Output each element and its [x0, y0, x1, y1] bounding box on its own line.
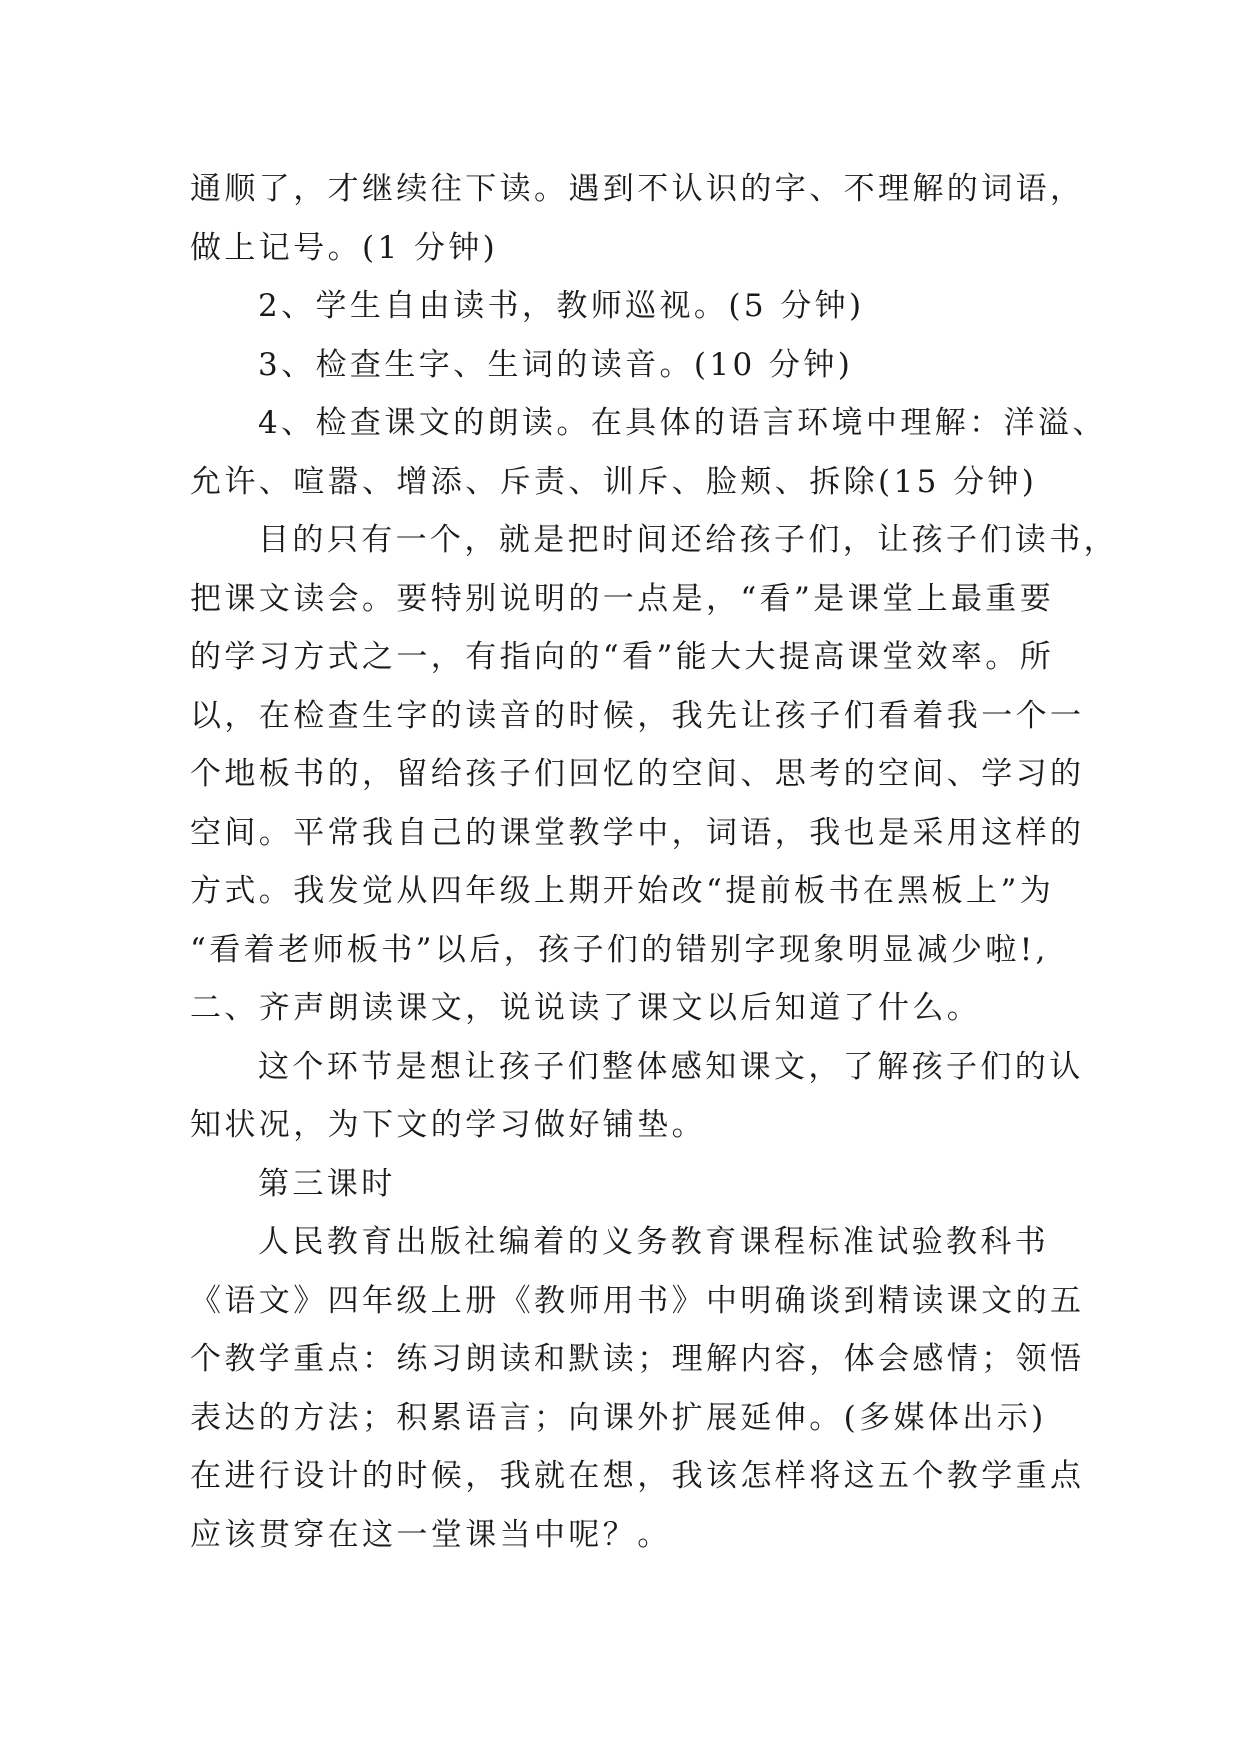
text-line: 在进行设计的时候，我就在想，我该怎样将这五个教学重点 [190, 1458, 1085, 1494]
text-line: 第三课时 [258, 1165, 396, 1202]
text-line: 知状况，为下文的学习做好铺垫。 [190, 1107, 706, 1143]
text-line: 应该贯穿在这一堂课当中呢？。 [190, 1516, 672, 1553]
paragraph-step-3 [190, 336, 1070, 395]
paragraph-step-2 [190, 277, 1070, 336]
paragraph-purpose [190, 511, 1118, 1038]
text-line: 允许、喧嚣、增添、斥责、训斥、脸颊、拆除(15 分钟) [190, 463, 1038, 500]
text-line: 《语文》四年级上册《教师用书》中明确谈到精读课文的五 [190, 1282, 1085, 1319]
paragraph-overall-perception [190, 1038, 1084, 1155]
text-line: 表达的方法；积累语言；向课外扩展延伸。(多媒体出示) [190, 1399, 1047, 1436]
text-line: 把课文读会。要特别说明的一点是，“看”是课堂上最重要 [190, 580, 1055, 617]
text-line: 4、检查课文的朗读。在具体的语言环境中理解：洋溢、 [258, 405, 1107, 441]
text-line: 目的只有一个，就是把时间还给孩子们，让孩子们读书， [258, 522, 1118, 558]
text-line: 个地板书的，留给孩子们回忆的空间、思考的空间、学习的 [190, 756, 1085, 792]
paragraph-step-4 [190, 394, 1107, 511]
text-line: 2、学生自由读书，教师巡视。(5 分钟) [258, 288, 865, 324]
text-line: “看着老师板书”以后，孩子们的错别字现象明显减少啦!, [190, 931, 1049, 968]
document-body [190, 160, 1118, 1564]
text-line: 这个环节是想让孩子们整体感知课文，了解孩子们的认 [258, 1048, 1084, 1085]
text-line: 空间。平常我自己的课堂教学中，词语，我也是采用这样的 [190, 814, 1085, 851]
text-line: 个教学重点：练习朗读和默读；理解内容，体会感情；领悟 [190, 1341, 1085, 1377]
text-line: 以，在检查生字的读音的时候，我先让孩子们看着我一个一 [190, 697, 1085, 734]
text-line: 方式。我发觉从四年级上期开始改“提前板书在黑板上”为 [190, 873, 1055, 909]
text-line: 人民教育出版社编着的义务教育课程标准试验教科书 [258, 1224, 1050, 1260]
paragraph-teaching-focus [190, 1213, 1085, 1564]
paragraph-reading-instruction [190, 160, 1085, 277]
text-line: 二、齐声朗读课文，说说读了课文以后知道了什么。 [190, 990, 982, 1026]
text-line: 做上记号。(1 分钟) [190, 229, 499, 266]
text-line: 的学习方式之一，有指向的“看”能大大提高课堂效率。所 [190, 639, 1055, 675]
text-line: 通顺了，才继续往下读。遇到不认识的字、不理解的词语， [190, 171, 1085, 207]
text-line: 3、检查生字、生词的读音。(10 分钟) [258, 346, 854, 383]
section-heading-third-lesson [190, 1155, 1070, 1214]
